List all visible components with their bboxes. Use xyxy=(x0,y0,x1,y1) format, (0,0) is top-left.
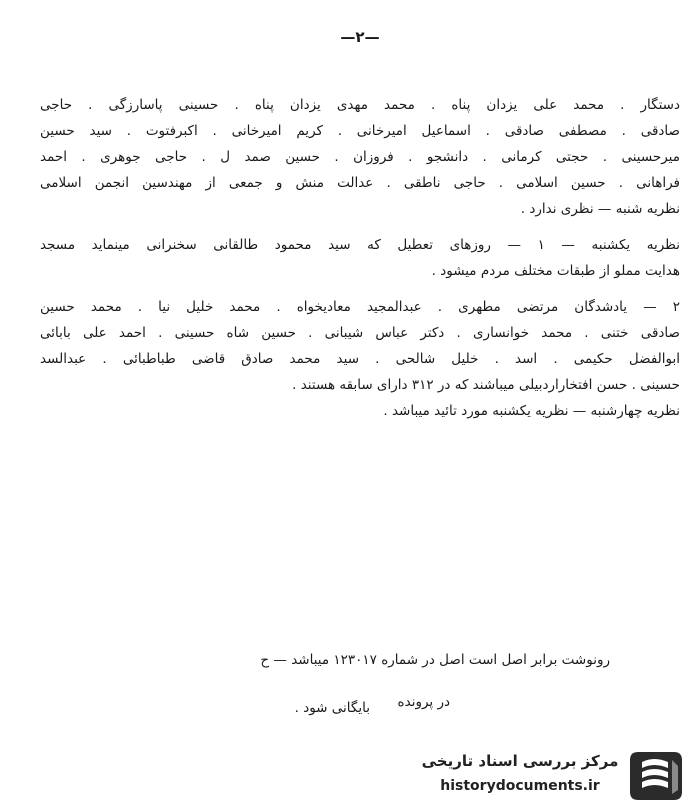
archive-logo-icon xyxy=(628,748,686,804)
page-number: —٢— xyxy=(340,28,380,46)
body-line: نظریه یکشنبه — ۱ — روزهای تعطیل که سید محمود طالقانی سخنرانی مینماید مسجد xyxy=(40,237,681,253)
body-line: نظریه شنبه — نظری ندارد . xyxy=(520,201,680,217)
body-line: میرحسینی . حجتی کرمانی . دانشجو . فروزان . حسین صمد ل . حاجی جوهری . احمد xyxy=(40,149,680,165)
file-note: در پرونده xyxy=(397,694,450,710)
archive-note: بایگانی شود . xyxy=(294,700,370,716)
watermark-title: مرکز بررسی اسناد تاریخی xyxy=(421,752,619,770)
body-line: نظریه چهارشنبه — نظریه یکشنبه مورد تائید میباشد . xyxy=(383,403,680,419)
copy-note: رونوشت برابر اصل است اصل در شماره ۱۲۳۰۱۷ میباشد — ح xyxy=(260,652,610,668)
body-line: ۲ — یادشدگان مرتضی مطهری . عبدالمجید معادیخواه . محمد خلیل نیا . محمد حسین xyxy=(40,299,680,315)
body-line: صادقی . مصطفی صادقی . اسماعیل امیرخانی . کریم امیرخانی . اکبرفتوت . سید حسین xyxy=(40,123,680,139)
body-line: فراهانی . حسین اسلامی . حاجی ناطقی . عدالت منش و جمعی از مهندسین انجمن اسلامی xyxy=(40,175,680,191)
body-line: دستگار . محمد علی یزدان پناه . محمد مهدی یزدان پناه . حسینی پاسارزگی . حاجی xyxy=(40,97,680,113)
body-line: هدایت مملو از طبقات مختلف مردم میشود . xyxy=(431,263,680,279)
body-line: صادقی ختنی . محمد خوانساری . دکتر عباس شیبانی . حسین شاه حسینی . احمد علی بابائی xyxy=(40,325,680,341)
body-line: ابوالفضل حکیمی . اسد . خلیل شالحی . سید محمد صادق قاضی طباطبائی . عبدالسد xyxy=(40,351,680,367)
watermark-url: historydocuments.ir xyxy=(440,778,600,794)
body-line: حسینی . حسن افتخاراردبیلی میباشند که در ۳۱۲ دارای سابقه هستند . xyxy=(292,377,680,393)
document-body xyxy=(40,92,680,424)
watermark xyxy=(420,748,690,804)
